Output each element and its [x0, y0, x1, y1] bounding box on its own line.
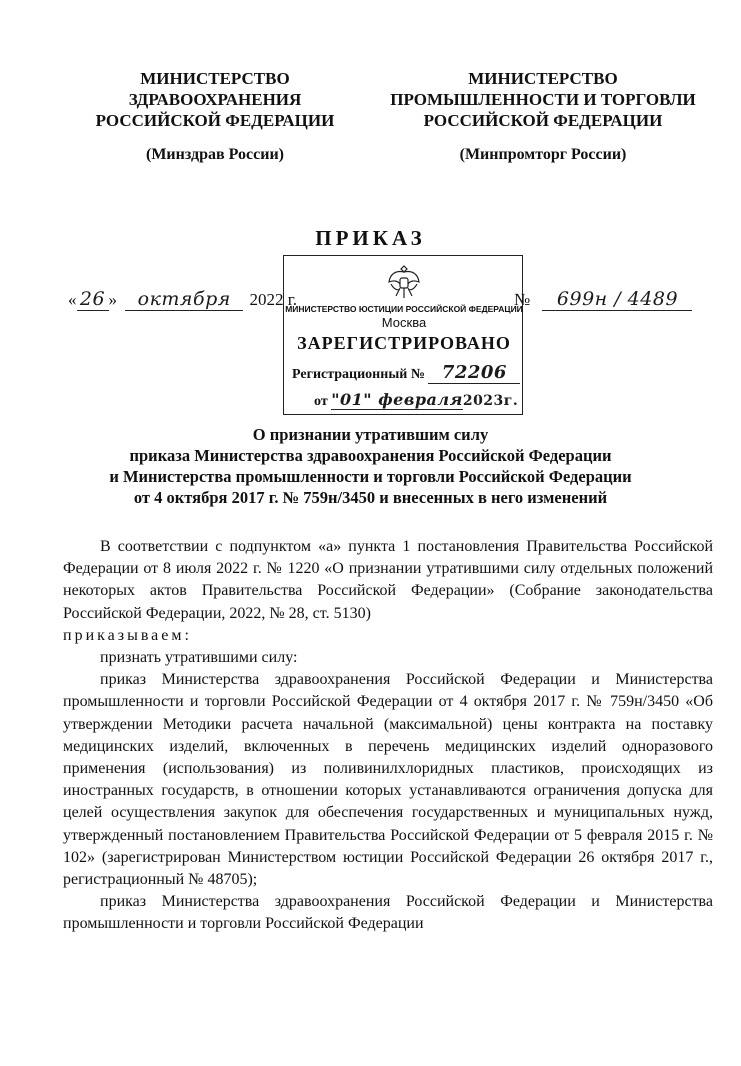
date-month: октября [125, 288, 243, 311]
stamp-from-row [314, 390, 518, 410]
header-right-line-3: РОССИЙСКОЙ ФЕДЕРАЦИИ [423, 111, 663, 130]
order-number: 699н / 4489 [542, 288, 692, 311]
header-left-line-1: МИНИСТЕРСТВО [140, 69, 290, 88]
subject-line-3: и Министерства промышленности и торговли Российской Федерации [109, 467, 632, 486]
eagle-emblem-icon [386, 262, 422, 302]
stamp-from-date: "01" февраля [331, 390, 463, 409]
header-left-line-3: РОССИЙСКОЙ ФЕДЕРАЦИИ [95, 111, 335, 130]
body-paragraph-2: признать утратившими силу: [100, 649, 298, 667]
stamp-reg-label: Регистрационный № [292, 367, 425, 382]
header-left-abbr: (Минздрав России) [146, 146, 284, 163]
stamp-reg-number: 72206 [428, 362, 520, 384]
subject-line-1: О признании утратившим силу [252, 425, 489, 444]
registration-stamp [283, 255, 523, 415]
number-sign: № [514, 290, 531, 309]
date-day: 26 [77, 288, 109, 311]
body-paragraph-1: В соответствии с подпунктом «а» пункта 1 постановления Правительства Российской Федерации от 8 июля 2022 г. № 1220 «О признании утратившими силу отдельных положений некоторых актов Правительства Российской Федерации» (Собрание законодательства Российской Федерации, 2022, № 28, ст. 5130) [63, 538, 713, 622]
date-open-quote: « [68, 290, 77, 309]
stamp-reg-row [292, 362, 520, 384]
order-body [63, 536, 713, 936]
subject-line-2: приказа Министерства здравоохранения Российской Федерации [129, 446, 612, 465]
header-right-abbr: (Минпромторг России) [459, 146, 627, 163]
subject-line-4: от 4 октября 2017 г. № 759н/3450 и внесенных в него изменений [133, 488, 608, 507]
stamp-city: Москва [381, 315, 427, 330]
header-right-line-1: МИНИСТЕРСТВО [468, 69, 618, 88]
body-paragraph-4: приказ Министерства здравоохранения Российской Федерации и Министерства промышленности и торговли Российской Федерации [63, 893, 713, 933]
body-order-word: приказываем: [63, 626, 192, 644]
stamp-registered: ЗАРЕГИСТРИРОВАНО [297, 333, 511, 353]
document-title: ПРИКАЗ [315, 226, 426, 250]
header-left-ministry [80, 68, 350, 131]
header-right-line-2: ПРОМЫШЛЕННОСТИ И ТОРГОВЛИ [390, 90, 696, 109]
stamp-from-label: от [314, 394, 328, 409]
order-subject [60, 424, 681, 508]
order-number-row [514, 288, 692, 311]
body-paragraph-3: приказ Министерства здравоохранения Российской Федерации и Министерства промышленности и торговли Российской Федерации от 4 октября 2017 г. № 759н/3450 «Об утверждении Методики расчета начальной (максимальной) цены контракта на поставку медицинских изделий, включенных в перечень медицинских изделий одноразового применения (использования) из поливинилхлоридных пластиков, происходящих из иностранных государств, в отношении которых устанавливаются ограничения допуска для целей осуществления закупок для обеспечения государственных и муниципальных нужд, утвержденный постановлением Правительства Российской Федерации от 5 февраля 2015 г. № 102» (зарегистрирован Министерством юстиции Российской Федерации 26 октября 2017 г., регистрационный № 48705); [63, 671, 713, 889]
date-year: 2022 г. [249, 290, 298, 309]
order-date [68, 288, 297, 311]
stamp-from-year: 2023г. [462, 393, 519, 409]
header-right-ministry [378, 68, 708, 131]
header-left-line-2: ЗДРАВООХРАНЕНИЯ [128, 90, 302, 109]
stamp-ministry: МИНИСТЕРСТВО ЮСТИЦИИ РОССИЙСКОЙ ФЕДЕРАЦИИ [285, 304, 523, 314]
date-close-quote: » [108, 290, 117, 309]
